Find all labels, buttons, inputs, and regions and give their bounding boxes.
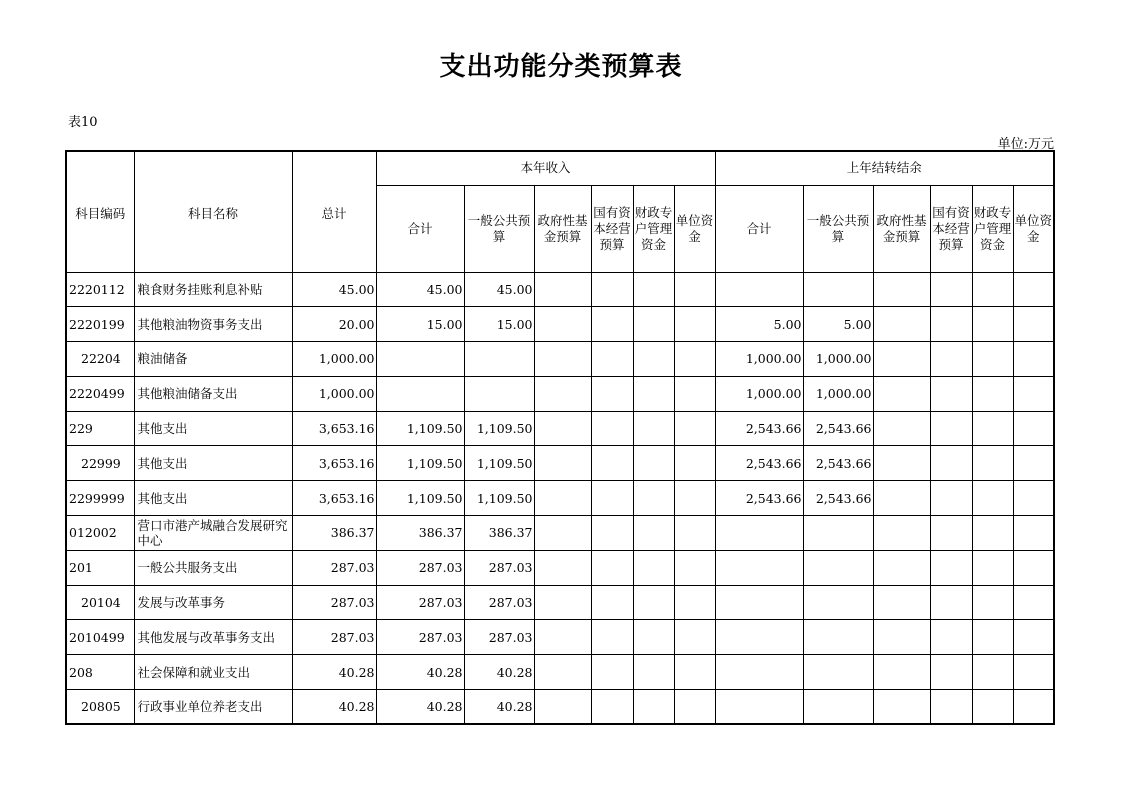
cell-py-unit xyxy=(1013,376,1054,411)
cell-py-state xyxy=(930,307,972,342)
cell-cy-gov xyxy=(534,690,591,725)
cell-code: 2220199 xyxy=(66,307,134,342)
table-row xyxy=(66,272,1054,307)
cell-py-gov xyxy=(873,376,930,411)
cell-total: 3,653.16 xyxy=(292,446,376,481)
cell-cy-unit xyxy=(674,655,715,690)
table-row xyxy=(66,411,1054,446)
cell-py-sum: 2,543.66 xyxy=(715,481,803,516)
cell-py-fiscal xyxy=(972,585,1013,620)
cell-py-unit xyxy=(1013,620,1054,655)
table-row xyxy=(66,446,1054,481)
header-py-general-budget: 一般公共预算 xyxy=(803,185,873,272)
cell-cy-sum xyxy=(376,342,464,377)
cell-py-unit xyxy=(1013,516,1054,551)
cell-cy-gov xyxy=(534,585,591,620)
cell-code: 22999 xyxy=(66,446,134,481)
budget-table xyxy=(65,150,1055,725)
cell-py-state xyxy=(930,376,972,411)
cell-total: 3,653.16 xyxy=(292,481,376,516)
cell-cy-gen: 386.37 xyxy=(464,516,534,551)
cell-py-sum: 1,000.00 xyxy=(715,342,803,377)
cell-cy-unit xyxy=(674,342,715,377)
cell-total: 386.37 xyxy=(292,516,376,551)
cell-total: 40.28 xyxy=(292,690,376,725)
cell-cy-sum: 1,109.50 xyxy=(376,446,464,481)
cell-name: 其他支出 xyxy=(134,481,292,516)
cell-py-sum xyxy=(715,655,803,690)
cell-py-fiscal xyxy=(972,481,1013,516)
cell-py-fiscal xyxy=(972,272,1013,307)
cell-py-gen: 2,543.66 xyxy=(803,446,873,481)
cell-cy-gen: 1,109.50 xyxy=(464,446,534,481)
cell-name: 其他发展与改革事务支出 xyxy=(134,620,292,655)
cell-code: 208 xyxy=(66,655,134,690)
cell-code: 2010499 xyxy=(66,620,134,655)
cell-cy-state xyxy=(591,620,633,655)
cell-py-sum: 5.00 xyxy=(715,307,803,342)
cell-cy-sum: 45.00 xyxy=(376,272,464,307)
cell-cy-sum xyxy=(376,376,464,411)
cell-py-unit xyxy=(1013,446,1054,481)
cell-cy-gov xyxy=(534,307,591,342)
cell-cy-gov xyxy=(534,342,591,377)
cell-total: 287.03 xyxy=(292,585,376,620)
cell-py-fiscal xyxy=(972,307,1013,342)
cell-py-fiscal xyxy=(972,516,1013,551)
cell-py-gov xyxy=(873,481,930,516)
cell-cy-sum: 40.28 xyxy=(376,655,464,690)
cell-cy-unit xyxy=(674,446,715,481)
cell-code: 012002 xyxy=(66,516,134,551)
cell-code: 2220112 xyxy=(66,272,134,307)
cell-cy-sum: 40.28 xyxy=(376,690,464,725)
cell-cy-state xyxy=(591,550,633,585)
header-code: 科目编码 xyxy=(66,151,134,272)
header-py-unit-funds: 单位资金 xyxy=(1013,185,1054,272)
cell-cy-sum: 1,109.50 xyxy=(376,411,464,446)
cell-py-gen: 2,543.66 xyxy=(803,411,873,446)
table-row xyxy=(66,376,1054,411)
cell-py-gen xyxy=(803,690,873,725)
cell-py-sum xyxy=(715,272,803,307)
cell-cy-gov xyxy=(534,446,591,481)
cell-name: 行政事业单位养老支出 xyxy=(134,690,292,725)
table-row xyxy=(66,516,1054,551)
cell-py-gen xyxy=(803,620,873,655)
header-total: 总计 xyxy=(292,151,376,272)
cell-py-sum xyxy=(715,620,803,655)
cell-cy-fiscal xyxy=(633,516,674,551)
cell-cy-gov xyxy=(534,655,591,690)
cell-cy-fiscal xyxy=(633,411,674,446)
cell-cy-sum: 386.37 xyxy=(376,516,464,551)
cell-cy-gen: 40.28 xyxy=(464,655,534,690)
unit-label: 单位:万元 xyxy=(997,137,1054,152)
cell-py-gov xyxy=(873,272,930,307)
header-py-fiscal-special: 财政专户管理资金 xyxy=(972,185,1013,272)
cell-total: 40.28 xyxy=(292,655,376,690)
cell-py-unit xyxy=(1013,307,1054,342)
cell-py-sum xyxy=(715,585,803,620)
cell-code: 20805 xyxy=(66,690,134,725)
table-row xyxy=(66,585,1054,620)
cell-cy-fiscal xyxy=(633,620,674,655)
header-py-state-capital: 国有资本经营预算 xyxy=(930,185,972,272)
cell-cy-unit xyxy=(674,585,715,620)
cell-py-gen: 5.00 xyxy=(803,307,873,342)
cell-py-gen xyxy=(803,585,873,620)
cell-py-gov xyxy=(873,585,930,620)
cell-total: 45.00 xyxy=(292,272,376,307)
cell-cy-sum: 1,109.50 xyxy=(376,481,464,516)
cell-name: 一般公共服务支出 xyxy=(134,550,292,585)
cell-py-gen xyxy=(803,655,873,690)
cell-py-fiscal xyxy=(972,376,1013,411)
cell-code: 22204 xyxy=(66,342,134,377)
cell-py-fiscal xyxy=(972,550,1013,585)
cell-code: 20104 xyxy=(66,585,134,620)
cell-cy-gen: 1,109.50 xyxy=(464,411,534,446)
cell-code: 229 xyxy=(66,411,134,446)
cell-cy-gen: 287.03 xyxy=(464,585,534,620)
header-cy-fiscal-special: 财政专户管理资金 xyxy=(633,185,674,272)
cell-cy-fiscal xyxy=(633,446,674,481)
cell-name: 粮食财务挂账利息补贴 xyxy=(134,272,292,307)
cell-cy-state xyxy=(591,585,633,620)
cell-cy-fiscal xyxy=(633,307,674,342)
cell-py-gov xyxy=(873,516,930,551)
cell-py-gov xyxy=(873,307,930,342)
cell-cy-gov xyxy=(534,481,591,516)
cell-py-sum: 2,543.66 xyxy=(715,411,803,446)
cell-cy-fiscal xyxy=(633,585,674,620)
cell-py-gen: 1,000.00 xyxy=(803,376,873,411)
cell-name: 发展与改革事务 xyxy=(134,585,292,620)
header-cy-general-budget: 一般公共预算 xyxy=(464,185,534,272)
cell-cy-state xyxy=(591,690,633,725)
cell-cy-state xyxy=(591,516,633,551)
cell-py-unit xyxy=(1013,342,1054,377)
cell-total: 20.00 xyxy=(292,307,376,342)
header-prior-year-balance: 上年结转结余 xyxy=(715,151,1054,185)
cell-total: 287.03 xyxy=(292,620,376,655)
cell-py-state xyxy=(930,550,972,585)
cell-py-gov xyxy=(873,690,930,725)
cell-total: 1,000.00 xyxy=(292,376,376,411)
cell-cy-gen: 45.00 xyxy=(464,272,534,307)
cell-py-fiscal xyxy=(972,446,1013,481)
cell-cy-unit xyxy=(674,376,715,411)
cell-cy-gov xyxy=(534,516,591,551)
table-row xyxy=(66,481,1054,516)
cell-py-state xyxy=(930,620,972,655)
cell-py-state xyxy=(930,446,972,481)
cell-py-state xyxy=(930,516,972,551)
cell-py-unit xyxy=(1013,272,1054,307)
cell-cy-gov xyxy=(534,411,591,446)
cell-cy-fiscal xyxy=(633,342,674,377)
cell-cy-fiscal xyxy=(633,550,674,585)
cell-py-sum xyxy=(715,550,803,585)
cell-cy-unit xyxy=(674,516,715,551)
cell-code: 2299999 xyxy=(66,481,134,516)
cell-code: 2220499 xyxy=(66,376,134,411)
cell-py-gov xyxy=(873,550,930,585)
cell-cy-unit xyxy=(674,307,715,342)
cell-py-unit xyxy=(1013,585,1054,620)
table-row xyxy=(66,307,1054,342)
cell-cy-gen: 40.28 xyxy=(464,690,534,725)
cell-py-gen xyxy=(803,516,873,551)
cell-py-fiscal xyxy=(972,655,1013,690)
cell-total: 287.03 xyxy=(292,550,376,585)
cell-name: 其他支出 xyxy=(134,411,292,446)
cell-py-unit xyxy=(1013,550,1054,585)
cell-py-state xyxy=(930,690,972,725)
cell-cy-fiscal xyxy=(633,655,674,690)
cell-py-state xyxy=(930,655,972,690)
cell-name: 社会保障和就业支出 xyxy=(134,655,292,690)
cell-cy-state xyxy=(591,411,633,446)
cell-cy-unit xyxy=(674,620,715,655)
header-name: 科目名称 xyxy=(134,151,292,272)
header-cy-gov-fund: 政府性基金预算 xyxy=(534,185,591,272)
cell-py-unit xyxy=(1013,481,1054,516)
cell-cy-unit xyxy=(674,481,715,516)
cell-py-sum: 1,000.00 xyxy=(715,376,803,411)
cell-cy-gen: 287.03 xyxy=(464,620,534,655)
cell-name: 粮油储备 xyxy=(134,342,292,377)
cell-cy-sum: 287.03 xyxy=(376,585,464,620)
cell-cy-gov xyxy=(534,620,591,655)
cell-py-state xyxy=(930,272,972,307)
page-title: 支出功能分类预算表 xyxy=(439,52,683,82)
cell-py-state xyxy=(930,481,972,516)
cell-cy-state xyxy=(591,272,633,307)
cell-py-unit xyxy=(1013,690,1054,725)
cell-total: 1,000.00 xyxy=(292,342,376,377)
table-body xyxy=(66,272,1054,724)
cell-py-fiscal xyxy=(972,342,1013,377)
cell-py-gov xyxy=(873,620,930,655)
cell-py-sum xyxy=(715,690,803,725)
cell-cy-fiscal xyxy=(633,481,674,516)
cell-cy-sum: 287.03 xyxy=(376,620,464,655)
header-cy-state-capital: 国有资本经营预算 xyxy=(591,185,633,272)
cell-cy-fiscal xyxy=(633,690,674,725)
cell-name: 其他粮油物资事务支出 xyxy=(134,307,292,342)
cell-py-fiscal xyxy=(972,690,1013,725)
cell-cy-sum: 15.00 xyxy=(376,307,464,342)
cell-cy-unit xyxy=(674,411,715,446)
cell-code: 201 xyxy=(66,550,134,585)
cell-py-gov xyxy=(873,446,930,481)
table-row xyxy=(66,620,1054,655)
cell-cy-fiscal xyxy=(633,272,674,307)
table-row xyxy=(66,342,1054,377)
header-cy-subtotal: 合计 xyxy=(376,185,464,272)
cell-cy-state xyxy=(591,655,633,690)
cell-cy-unit xyxy=(674,690,715,725)
cell-cy-gen xyxy=(464,342,534,377)
header-py-gov-fund: 政府性基金预算 xyxy=(873,185,930,272)
cell-cy-unit xyxy=(674,272,715,307)
cell-py-gov xyxy=(873,655,930,690)
cell-name: 营口市港产城融合发展研究中心 xyxy=(134,516,292,551)
cell-cy-gov xyxy=(534,376,591,411)
cell-cy-gen: 15.00 xyxy=(464,307,534,342)
table-number: 表10 xyxy=(68,115,98,130)
table-row xyxy=(66,690,1054,725)
cell-py-gen xyxy=(803,550,873,585)
cell-py-gen: 2,543.66 xyxy=(803,481,873,516)
cell-py-fiscal xyxy=(972,620,1013,655)
cell-cy-gen: 1,109.50 xyxy=(464,481,534,516)
cell-cy-gen xyxy=(464,376,534,411)
cell-py-gov xyxy=(873,342,930,377)
cell-name: 其他粮油储备支出 xyxy=(134,376,292,411)
cell-py-state xyxy=(930,585,972,620)
cell-cy-gen: 287.03 xyxy=(464,550,534,585)
cell-cy-state xyxy=(591,446,633,481)
cell-total: 3,653.16 xyxy=(292,411,376,446)
cell-cy-state xyxy=(591,342,633,377)
cell-cy-state xyxy=(591,376,633,411)
cell-py-fiscal xyxy=(972,411,1013,446)
cell-cy-sum: 287.03 xyxy=(376,550,464,585)
cell-cy-gov xyxy=(534,272,591,307)
header-current-year-income: 本年收入 xyxy=(376,151,715,185)
cell-cy-fiscal xyxy=(633,376,674,411)
cell-py-sum xyxy=(715,516,803,551)
table-row xyxy=(66,655,1054,690)
cell-cy-state xyxy=(591,307,633,342)
cell-py-unit xyxy=(1013,411,1054,446)
header-py-subtotal: 合计 xyxy=(715,185,803,272)
cell-cy-unit xyxy=(674,550,715,585)
cell-name: 其他支出 xyxy=(134,446,292,481)
cell-cy-gov xyxy=(534,550,591,585)
cell-py-state xyxy=(930,411,972,446)
table-row xyxy=(66,550,1054,585)
cell-py-gen xyxy=(803,272,873,307)
cell-py-gov xyxy=(873,411,930,446)
header-cy-unit-funds: 单位资金 xyxy=(674,185,715,272)
cell-py-sum: 2,543.66 xyxy=(715,446,803,481)
cell-cy-state xyxy=(591,481,633,516)
cell-py-unit xyxy=(1013,655,1054,690)
cell-py-state xyxy=(930,342,972,377)
cell-py-gen: 1,000.00 xyxy=(803,342,873,377)
